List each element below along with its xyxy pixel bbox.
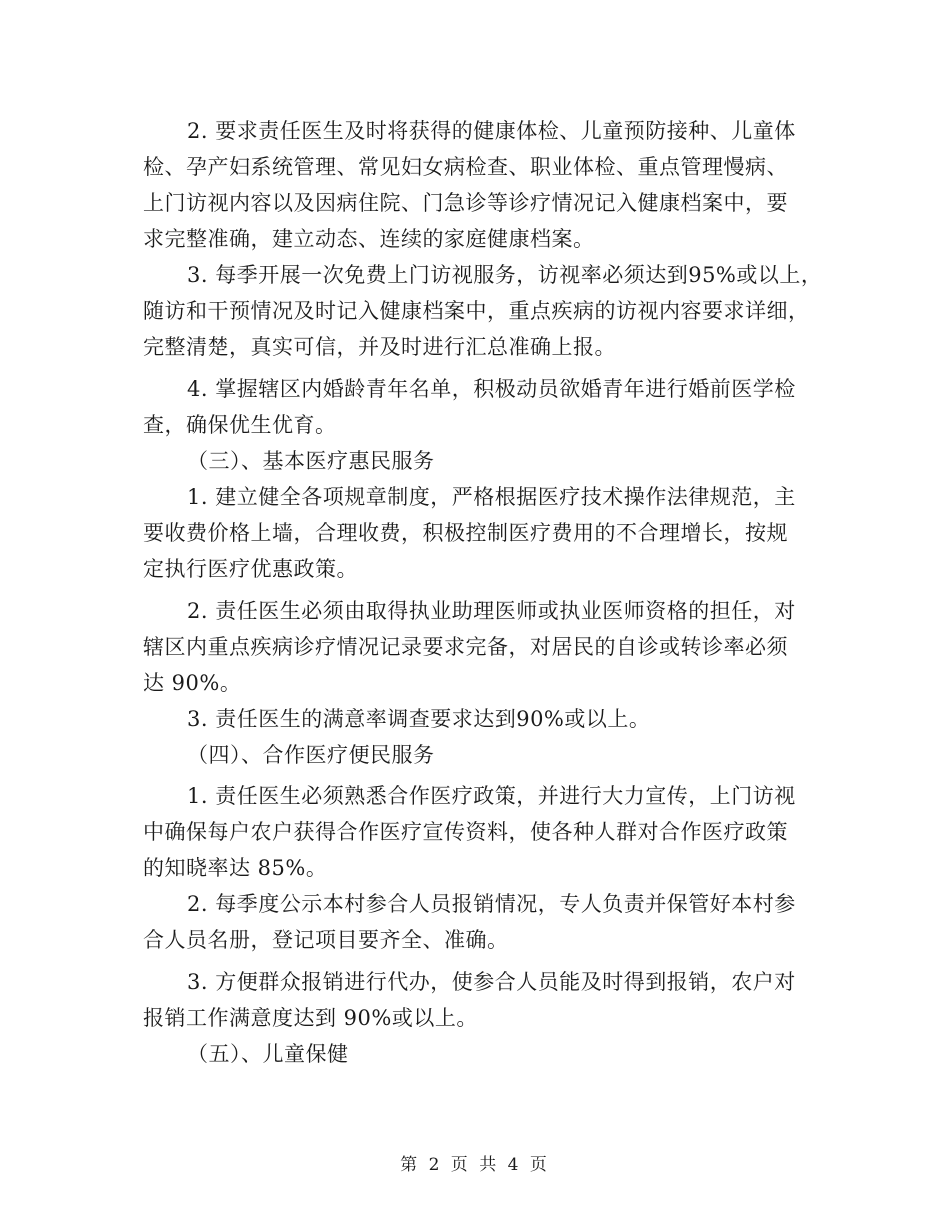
paragraph-line: 定执行医疗优惠政策。 [143,557,358,581]
paragraph-line: 中确保每户农户获得合作医疗宣传资料，使各种人群对合作医疗政策 [143,820,788,844]
paragraph-line: 3. 每季开展一次免费上门访视服务，访视率必须达到95%或以上， [187,263,823,287]
paragraph-line: 查，确保优生优育。 [143,413,337,437]
paragraph-line: 辖区内重点疾病诊疗情况记录要求完备，对居民的自诊或转诊率必须 [143,635,788,659]
paragraph-line: 合人员名册，登记项目要齐全、准确。 [143,928,509,952]
paragraph-line: 1. 建立健全各项规章制度，严格根据医疗技术操作法律规范，主 [187,485,796,509]
section-heading: （四）、合作医疗便民服务 [187,743,435,767]
paragraph-line: 1. 责任医生必须熟悉合作医疗政策，并进行大力宣传，上门访视 [187,784,796,808]
paragraph-line: 3. 责任医生的满意率调查要求达到90%或以上。 [187,707,651,731]
paragraph-line: 2. 责任医生必须由取得执业助理医师或执业医师资格的担任，对 [187,599,796,623]
paragraph-line: 上门访视内容以及因病住院、门急诊等诊疗情况记入健康档案中，要 [143,191,788,215]
paragraph-line: 达 90%。 [143,671,242,695]
paragraph-line: 求完整准确，建立动态、连续的家庭健康档案。 [143,227,595,251]
paragraph-line: 报销工作满意度达到 90%或以上。 [143,1006,478,1030]
paragraph-line: 完整清楚，真实可信，并及时进行汇总准确上报。 [143,335,616,359]
paragraph-line: 4. 掌握辖区内婚龄青年名单，积极动员欲婚青年进行婚前医学检 [187,377,796,401]
paragraph-line: 3. 方便群众报销进行代办，使参合人员能及时得到报销，农户对 [187,970,796,994]
section-heading: （三）、基本医疗惠民服务 [187,449,435,473]
paragraph-line: 的知晓率达 85%。 [143,856,328,880]
page-number-footer: 第 2 页 共 4 页 [400,1155,550,1175]
paragraph-line: 2. 要求责任医生及时将获得的健康体检、儿童预防接种、儿童体 [187,119,796,143]
paragraph-line: 随访和干预情况及时记入健康档案中，重点疾病的访视内容要求详细， [143,299,810,323]
paragraph-line: 检、孕产妇系统管理、常见妇女病检查、职业体检、重点管理慢病、 [143,155,788,179]
paragraph-line: 2. 每季度公示本村参合人员报销情况，专人负责并保管好本村参 [187,892,796,916]
paragraph-line: 要收费价格上墙，合理收费，积极控制医疗费用的不合理增长，按规 [143,521,788,545]
section-heading: （五）、儿童保健 [187,1042,349,1066]
